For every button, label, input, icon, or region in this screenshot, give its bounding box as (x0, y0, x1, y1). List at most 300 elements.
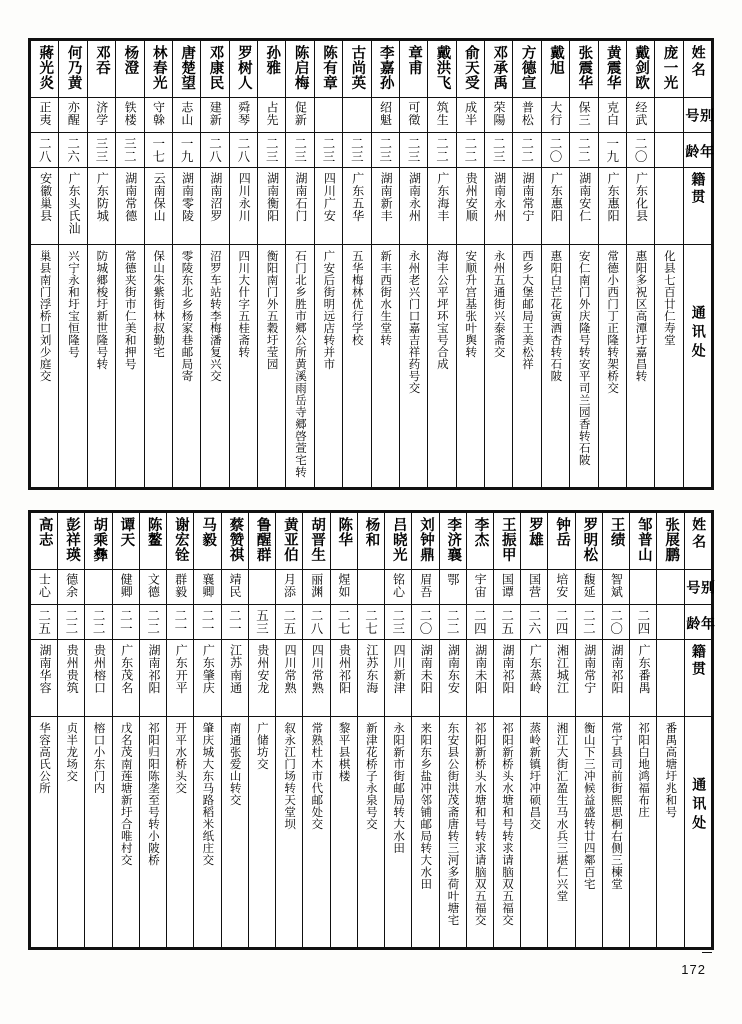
alias-text: 绍魁 (378, 101, 393, 126)
cell-name (630, 513, 657, 570)
alias-text: 国营 (527, 573, 542, 598)
cell-name (513, 41, 541, 98)
name-text: 黄亚伯 (281, 517, 298, 562)
cell-name (626, 41, 654, 98)
native-text: 广东茂名 (119, 644, 134, 694)
cell-address (112, 717, 139, 948)
address-text: 四川大什字五桂斋转 (237, 250, 252, 358)
cell-age (439, 605, 466, 640)
cell-age (598, 133, 626, 168)
native-text: 湖南常宁 (582, 644, 597, 694)
address-text: 常德小西门丁正隆转架桥交 (606, 250, 621, 394)
cell-native (31, 168, 59, 245)
age-text: 二三 (292, 137, 308, 163)
cell-address (343, 245, 371, 488)
cell-native (194, 640, 221, 717)
cell-name (112, 513, 139, 570)
header-text: 别号 (684, 580, 715, 597)
header-text: 通讯处 (690, 777, 707, 834)
cell-native (626, 168, 654, 245)
name-text: 彭祥瑛 (63, 517, 80, 562)
alias-text: 荣陽 (491, 101, 506, 126)
address-text: 化县七百廿仁寿堂 (662, 250, 677, 346)
name-text: 陈鳌 (145, 517, 162, 547)
column-header-name (684, 513, 711, 570)
cell-age (116, 133, 144, 168)
cell-age (172, 133, 200, 168)
native-text: 四川常熟 (310, 644, 325, 694)
cell-native (385, 640, 412, 717)
cell-name (485, 41, 513, 98)
cell-alias (439, 570, 466, 605)
name-text: 谢宏铨 (172, 517, 189, 562)
cell-native (112, 640, 139, 717)
age-text: 二三 (491, 137, 507, 163)
native-text: 贵州安顺 (464, 172, 479, 222)
address-text: 常宁县司前街熙思桐右侧三楝堂 (609, 722, 624, 890)
cell-alias (521, 570, 548, 605)
cell-alias (598, 98, 626, 133)
cell-age (194, 605, 221, 640)
cell-age (456, 133, 484, 168)
alias-text: 文德 (146, 573, 161, 598)
address-text: 戊名茂南莲塘新圩合唯村交 (119, 722, 134, 866)
native-text: 湖南常德 (123, 172, 138, 222)
cell-name (548, 513, 575, 570)
alias-text: 襄卿 (200, 573, 215, 598)
name-text: 邓吞 (94, 45, 111, 75)
cell-name (248, 513, 275, 570)
cell-name (276, 513, 303, 570)
alias-text: 馥延 (582, 573, 597, 598)
cell-alias (602, 570, 629, 605)
address-text: 西乡大堡邮局王美松祥 (520, 250, 535, 370)
age-text: 二二 (63, 609, 79, 635)
cell-name (598, 41, 626, 98)
alias-text: 可徵 (406, 101, 421, 126)
cell-alias (258, 98, 286, 133)
address-text: 永州老兴门口嘉吉祥药号交 (407, 250, 422, 394)
cell-age (626, 133, 654, 168)
cell-address (167, 717, 194, 948)
cell-address (221, 717, 248, 948)
column-header-alias (684, 570, 715, 605)
cell-alias (172, 98, 200, 133)
alias-text: 成半 (463, 101, 478, 126)
cell-name (385, 513, 412, 570)
age-text: 二八 (235, 137, 251, 163)
address-text: 番禺高塘圩兆和号 (664, 722, 679, 818)
name-text: 王绩 (608, 517, 625, 547)
name-text: 俞天受 (462, 45, 479, 90)
table-row-natives (31, 168, 712, 245)
cell-age (575, 605, 602, 640)
age-text: 二四 (635, 609, 651, 635)
table-row-names (31, 513, 712, 570)
address-text: 祁阳白地鸿福布庄 (637, 722, 652, 818)
name-text: 孙雅 (264, 45, 281, 75)
cell-native (456, 168, 484, 245)
name-text: 张展鹏 (663, 517, 680, 562)
cell-native (172, 168, 200, 245)
column-header-address (683, 245, 711, 488)
native-text: 广东头氏汕 (66, 172, 81, 235)
alias-text: 大行 (548, 101, 563, 126)
address-text: 永州五通街兴泰斋交 (492, 250, 507, 358)
address-text: 衡山下三冲候益盛转廿四鄰百宅 (582, 722, 597, 890)
age-text: 二二 (581, 609, 597, 635)
cell-alias (194, 570, 221, 605)
column-header-native (683, 168, 711, 245)
alias-text: 克白 (605, 101, 620, 126)
cell-name (201, 41, 229, 98)
cell-native (399, 168, 427, 245)
cell-name (570, 41, 598, 98)
cell-native (657, 640, 684, 717)
cell-native (513, 168, 541, 245)
cell-address (513, 245, 541, 488)
cell-alias (385, 570, 412, 605)
cell-name (575, 513, 602, 570)
address-text: 榕口小东门内 (92, 722, 107, 794)
cell-age (276, 605, 303, 640)
name-text: 章甫 (406, 45, 423, 75)
header-text: 别号 (683, 108, 714, 125)
cell-native (258, 168, 286, 245)
name-text: 黄震华 (604, 45, 621, 90)
cell-address (371, 245, 399, 488)
cell-address (598, 245, 626, 488)
name-text: 高志 (36, 517, 53, 547)
alias-text: 亦醒 (66, 101, 81, 126)
cell-age (630, 605, 657, 640)
address-text: 东安县公街洪茂斋唐转三河多荷叶塘宅 (446, 722, 461, 926)
name-text: 罗明松 (581, 517, 598, 562)
cell-age (87, 133, 115, 168)
native-text: 湖南永州 (492, 172, 507, 222)
alias-text: 德余 (64, 573, 79, 598)
age-text: 二〇 (548, 137, 563, 163)
table-row-addresses (31, 245, 712, 488)
cell-native (167, 640, 194, 717)
native-text: 湖南东安 (446, 644, 461, 694)
cell-name (493, 513, 520, 570)
cell-age (412, 605, 439, 640)
cell-name (58, 513, 85, 570)
cell-age (399, 133, 427, 168)
cell-name (116, 41, 144, 98)
name-text: 杨澄 (122, 45, 139, 75)
cell-address (144, 245, 172, 488)
cell-alias (630, 570, 657, 605)
cell-address (412, 717, 439, 948)
cell-alias (167, 570, 194, 605)
cell-address (116, 245, 144, 488)
alias-text: 月添 (282, 573, 297, 598)
cell-address (575, 717, 602, 948)
age-text: 二三 (390, 609, 406, 635)
alias-text: 经武 (633, 101, 648, 126)
cell-age (58, 605, 85, 640)
cell-age (314, 133, 342, 168)
cell-address (31, 245, 59, 488)
name-text: 罗雄 (526, 517, 543, 547)
alias-text: 士心 (37, 573, 52, 598)
name-text: 胡乘彝 (91, 517, 108, 562)
age-text: 二五 (281, 609, 297, 635)
cell-native (575, 640, 602, 717)
cell-name (229, 41, 257, 98)
cell-age (513, 133, 541, 168)
address-text: 开平水桥头交 (174, 722, 189, 794)
name-text: 李杰 (472, 517, 489, 547)
native-text: 湖南石门 (293, 172, 308, 222)
age-text: 二八 (37, 137, 53, 163)
cell-age (31, 133, 59, 168)
native-text: 贵州祁阳 (337, 644, 352, 694)
column-header-alias (683, 98, 714, 133)
age-text: 二四 (554, 609, 570, 635)
address-text: 衡阳南门外五穀圩莹园 (265, 250, 280, 370)
cell-name (139, 513, 166, 570)
address-text: 广储坊交 (255, 722, 270, 770)
cell-age (343, 133, 371, 168)
cell-native (276, 640, 303, 717)
cell-name (303, 513, 330, 570)
name-text: 戴旭 (548, 45, 565, 75)
cell-address (428, 245, 456, 488)
age-text: 二三 (264, 137, 280, 163)
native-text: 湖南祁阳 (501, 644, 515, 694)
page-decoration-rule (702, 952, 712, 953)
cell-age (493, 605, 520, 640)
cell-name (59, 41, 87, 98)
name-text: 李嘉孙 (377, 45, 394, 90)
cell-address (655, 245, 683, 488)
cell-native (85, 640, 112, 717)
cell-name (87, 41, 115, 98)
native-text: 湘江城江 (555, 644, 570, 694)
age-text: 二一 (172, 609, 188, 635)
alias-text: 筑生 (435, 101, 450, 126)
cell-age (144, 133, 172, 168)
alias-text: 国谭 (500, 573, 515, 598)
cell-address (194, 717, 221, 948)
address-text: 惠阳多祝区高潭圩嘉昌转 (634, 250, 649, 382)
address-text: 叙永江门场转天堂坝 (283, 722, 298, 830)
age-text: 二七 (363, 609, 379, 635)
cell-age (303, 605, 330, 640)
cell-age (541, 133, 569, 168)
address-text: 惠阳白芒花寅酒杏转石陂 (549, 250, 564, 382)
cell-age (286, 133, 314, 168)
age-text: 二三 (349, 137, 365, 163)
address-text: 常德夹街市仁美和押号 (123, 250, 138, 370)
name-text: 钟岳 (554, 517, 571, 547)
cell-address (485, 245, 513, 488)
age-text: 二二 (462, 137, 478, 163)
alias-text: 培安 (554, 573, 569, 598)
native-text: 贵州榕口 (92, 644, 107, 694)
cell-address (201, 245, 229, 488)
cell-name (258, 41, 286, 98)
cell-age (521, 605, 548, 640)
name-text: 罗树人 (235, 45, 252, 90)
cell-alias (59, 98, 87, 133)
age-text: 二二 (91, 609, 107, 635)
cell-alias (139, 570, 166, 605)
address-text: 肇庆城大东马路稻米纸庄交 (201, 722, 216, 866)
age-text: 二二 (519, 137, 535, 163)
alias-text: 建新 (208, 101, 223, 126)
cell-age (248, 605, 275, 640)
header-text: 年龄 (683, 143, 714, 161)
cell-name (194, 513, 221, 570)
age-text: 二八 (207, 137, 223, 163)
cell-alias (144, 98, 172, 133)
cell-alias (58, 570, 85, 605)
native-text: 四川新津 (392, 644, 407, 694)
header-text: 籍贯 (689, 644, 706, 678)
cell-alias (303, 570, 330, 605)
cell-native (371, 168, 399, 245)
cell-alias (314, 98, 342, 133)
name-text: 古尚英 (349, 45, 366, 90)
alias-text: 靖民 (228, 573, 243, 598)
cell-alias (371, 98, 399, 133)
name-text: 邹普山 (635, 517, 652, 562)
header-text: 籍贯 (689, 172, 706, 206)
cell-native (343, 168, 371, 245)
native-text: 江苏东海 (364, 644, 379, 694)
name-text: 王振甲 (499, 517, 516, 562)
cell-address (286, 245, 314, 488)
age-text: 二二 (445, 609, 461, 635)
native-text: 湖南祁阳 (146, 644, 161, 694)
age-text: 二四 (472, 609, 488, 635)
age-text: 二六 (65, 137, 81, 163)
cell-age (466, 605, 493, 640)
address-text: 零陵东北乡杨家巷邮局寄 (180, 250, 195, 382)
native-text: 广东蒸岭 (528, 644, 543, 694)
age-text: 二六 (526, 609, 542, 635)
cell-address (602, 717, 629, 948)
cell-alias (357, 570, 384, 605)
native-text: 广东防城 (95, 172, 110, 222)
cell-name (657, 513, 684, 570)
cell-alias (116, 98, 144, 133)
address-text: 来阳东乡盐冲邻铺邮局转大水田 (419, 722, 434, 890)
alias-text: 正夷 (37, 101, 52, 126)
native-text: 广东化县 (634, 172, 649, 222)
cell-age (548, 605, 575, 640)
cell-alias (626, 98, 654, 133)
age-text: 一九 (179, 137, 195, 163)
cell-alias (399, 98, 427, 133)
cell-address (357, 717, 384, 948)
cell-native (485, 168, 513, 245)
cell-age (655, 133, 683, 168)
cell-alias (87, 98, 115, 133)
cell-native (116, 168, 144, 245)
alias-text: 宇宙 (473, 573, 488, 598)
cell-native (303, 640, 330, 717)
cell-address (385, 717, 412, 948)
age-text: 三二 (122, 137, 138, 163)
table-row-natives (31, 640, 712, 717)
table-row-names (31, 41, 712, 98)
name-text: 陈华 (336, 517, 353, 547)
cell-alias (456, 98, 484, 133)
name-text: 马毅 (200, 517, 217, 547)
address-text: 五华梅林优行学校 (350, 250, 365, 346)
cell-alias (201, 98, 229, 133)
table-row-aliases (31, 570, 712, 605)
cell-age (428, 133, 456, 168)
cell-age (330, 605, 357, 640)
cell-address (439, 717, 466, 948)
cell-address (630, 717, 657, 948)
age-text: 二二 (576, 137, 592, 163)
address-text: 巢县南门浮桥口刘少庭交 (38, 250, 53, 382)
table-row-addresses (31, 717, 712, 948)
cell-address (541, 245, 569, 488)
cell-native (221, 640, 248, 717)
cell-name (172, 41, 200, 98)
cell-native (439, 640, 466, 717)
cell-alias (428, 98, 456, 133)
address-text: 兴宁永和圩宝恒隆号 (66, 250, 81, 358)
cell-name (343, 41, 371, 98)
native-text: 广东番禺 (637, 644, 652, 694)
cell-age (602, 605, 629, 640)
cell-native (201, 168, 229, 245)
address-text: 防城郷梭圩新世隆号转 (95, 250, 110, 370)
cell-age (139, 605, 166, 640)
cell-age (385, 605, 412, 640)
native-text: 云南保山 (152, 172, 167, 222)
age-text: 二八 (309, 609, 325, 635)
cell-native (286, 168, 314, 245)
address-text: 祁阳新桥头水塘和号转求请脑双五福交 (473, 722, 488, 926)
native-text: 广东开平 (174, 644, 189, 694)
cell-alias (513, 98, 541, 133)
native-text: 湖南华容 (38, 644, 53, 694)
cell-native (598, 168, 626, 245)
name-text: 何乃黄 (65, 45, 82, 90)
name-text: 陈有章 (321, 45, 338, 90)
cell-alias (221, 570, 248, 605)
cell-age (657, 605, 684, 640)
address-text: 贞半龙场交 (65, 722, 80, 782)
column-header-native (684, 640, 711, 717)
cell-address (456, 245, 484, 488)
name-text: 林春光 (150, 45, 167, 90)
native-text: 江苏南通 (228, 644, 243, 694)
cell-address (58, 717, 85, 948)
native-text: 四川广安 (322, 172, 337, 222)
cell-native (357, 640, 384, 717)
alias-text: 煋如 (336, 573, 351, 598)
cell-alias (286, 98, 314, 133)
cell-alias (248, 570, 275, 605)
alias-text: 智斌 (609, 573, 624, 598)
native-text: 湖南未阳 (473, 644, 488, 694)
name-text: 蔣光炎 (37, 45, 54, 90)
name-text: 谭天 (118, 517, 135, 547)
cell-address (139, 717, 166, 948)
cell-alias (570, 98, 598, 133)
